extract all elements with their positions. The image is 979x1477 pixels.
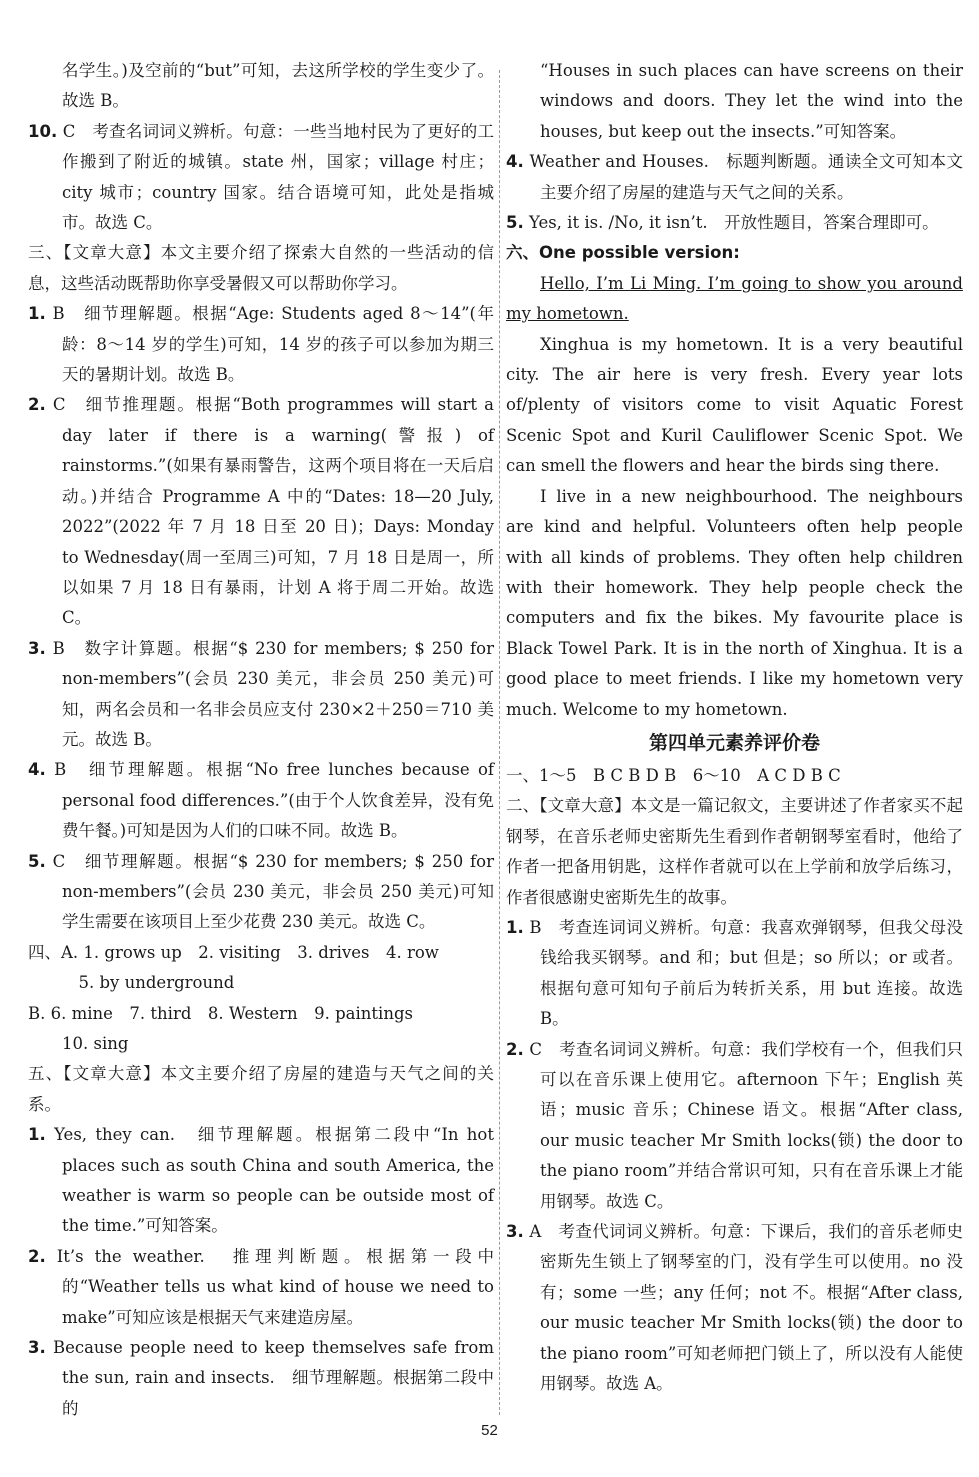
answer-text: B. 6. mine 7. third 8. Western 9. paintings: [28, 1003, 413, 1023]
answer-number: 10.: [28, 121, 58, 141]
answer-text: B 细节理解题。根据“No free lunches because of personal food differences.”(由于个人饮食差异，没有免费午餐。)可知是因为人们的口味不同。故选 B。: [45, 760, 494, 841]
answer-item: [506, 791, 963, 913]
answer-text: 一、1～5 B C B D B 6～10 A C D B C: [506, 765, 841, 785]
answer-text: 四、A. 1. grows up 2. visiting 3. drives 4. row: [28, 942, 439, 962]
answer-number: 2.: [506, 1039, 524, 1059]
answer-item: [28, 634, 494, 756]
answer-number: 5.: [506, 213, 524, 233]
answer-number: 3.: [28, 1338, 46, 1358]
page-number: 52: [481, 1422, 498, 1439]
answer-text: Weather and Houses. 标题判断题。通读全文可知本文主要介绍了房屋的建造与天气之间的关系。: [523, 152, 963, 202]
answer-text: 五、【文章大意】本文主要介绍了房屋的建造与天气之间的关系。: [28, 1064, 494, 1114]
answer-text: “Houses in such places can have screens on their windows and doors. They let the wind into the houses, but keep out the insects.”可知答案。: [540, 61, 963, 141]
answer-text: C 考查名词词义辨析。句意：一些当地村民为了更好的工作搬到了附近的城镇。state 州，国家；village 村庄；city 城市；country 国家。结合语境可知，此处是指城市。故选 C。: [57, 121, 494, 233]
answer-number: 2.: [28, 395, 46, 415]
answer-text: It’s the weather. 推理判断题。根据第一段中的“Weather tells us what kind of house we need to make”可知应该是根据天气来建造房屋。: [45, 1246, 494, 1327]
answer-text: B 考查连词词义辨析。句意：我喜欢弹钢琴，但我父母没钱给我买钢琴。and 和；but 但是；so 所以；or 或者。根据句意可知句子前后为转折关系，用 but 连接。故选 B。: [523, 917, 963, 1029]
answer-text: 二、【文章大意】本文是一篇记叙文，主要讲述了作者家买不起钢琴，在音乐老师史密斯先生看到作者朝钢琴室看时，他给了作者一把备用钥匙，这样作者就可以在上学前和放学后练习，作者很感谢史密斯先生的故事。: [506, 796, 963, 907]
answer-item: [28, 1059, 494, 1120]
answer-text: Because people need to keep themselves safe from the sun, rain and insects. 细节理解题。根据第二段中的: [45, 1338, 494, 1418]
answer-text: 名学生。)及空前的“but”可知，去这所学校的学生变少了。故选 B。: [62, 61, 494, 111]
answer-item: [28, 999, 494, 1029]
answer-text: C 细节理解题。根据“$ 230 for members; $ 250 for non-members”(会员 230 美元，非会员 250 美元)可知学生需要在该项目上至少花费 230 美元。故选 C。: [45, 851, 494, 932]
answer-text: B 细节理解题。根据“Age: Students aged 8～14”(年龄：8～14 岁的学生)可知，14 岁的孩子可以参加为期三天的暑期计划。故选 B。: [45, 304, 494, 385]
section-title: 第四单元素养评价卷: [648, 731, 820, 754]
answer-number: 3.: [28, 638, 46, 658]
answer-item: [28, 238, 494, 299]
right-top-answers: [506, 56, 963, 238]
answer-number: 1.: [506, 917, 524, 937]
answer-item: [28, 1333, 494, 1424]
answer-number: 2.: [28, 1246, 46, 1266]
right-bottom-answers: [506, 761, 963, 1400]
answer-number: 4.: [506, 152, 524, 172]
answer-text: C 考查名词词义辨析。句意：我们学校有一个，但我们只可以在音乐课上使用它。afternoon 下午；English 英语；music 音乐；Chinese 语文。根据“After class, our music teacher Mr Smith locks(锁) the door to the piano room”并结合常识可知，只有在音乐课上才能用钢琴。故选 C。: [523, 1039, 963, 1211]
answer-item: [28, 1120, 494, 1242]
answer-number: 5.: [28, 851, 46, 871]
answer-number: 1.: [28, 1125, 46, 1145]
essay-label: 六、One possible version:: [506, 243, 740, 263]
column-divider: [499, 70, 500, 1415]
answer-item: [506, 56, 963, 147]
answer-item: [28, 390, 494, 633]
left-column: [28, 56, 494, 1424]
answer-number: 4.: [28, 760, 46, 780]
answer-text: B 数字计算题。根据“$ 230 for members; $ 250 for non-members”(会员 230 美元，非会员 250 美元)可知，两名会员和一名非会员应支付 230×2＋250＝710 美元。故选 B。: [45, 638, 494, 749]
essay-title: Hello, I’m Li Ming. I’m going to show you around my hometown.: [506, 273, 963, 324]
answer-text: 5. by underground: [62, 973, 235, 993]
essay-paragraph: Xinghua is my hometown. It is a very beautiful city. The air here is very fresh. Every year lots of/plenty of visitors come to visit Aquatic Forest Scenic Spot and Kuril Cauliflower Scenic Spot. We can smell the flowers and hear the birds sing there.: [506, 334, 963, 476]
answer-item: [28, 1242, 494, 1333]
answer-number: 3.: [506, 1222, 524, 1242]
answer-item: [506, 761, 963, 791]
right-column: [506, 56, 963, 1399]
answer-text: A 考查代词词义辨析。句意：下课后，我们的音乐老师史密斯先生锁上了钢琴室的门，没有学生可以使用。no 没有；some 一些；any 任何；not 不。根据“After class, our music teacher Mr Smith locks(锁) the door to the piano room”可知老师把门锁上了，所以没有人能使用钢琴。故选 A。: [523, 1222, 963, 1394]
answer-item: [28, 56, 494, 117]
answer-item: [28, 938, 494, 968]
answer-item: [28, 968, 494, 998]
answer-item: [506, 1217, 963, 1399]
answer-text: 10. sing: [62, 1034, 129, 1053]
answer-item: [28, 117, 494, 239]
answer-item: [506, 147, 963, 208]
essay-paragraph: I live in a new neighbourhood. The neighbours are kind and helpful. Volunteers often help people with all kinds of problems. They often help children with their homework. They help people check the computers and fix the bikes. My favourite place is Black Towel Park. It is in the north of Xinghua. It is a good place to meet friends. I like my hometown very much. Welcome to my hometown.: [506, 486, 963, 719]
answer-item: [506, 913, 963, 1035]
answer-item: [506, 1035, 963, 1217]
answer-text: Yes, it is. /No, it isn’t. 开放性题目，答案合理即可。: [523, 213, 939, 233]
answer-number: 1.: [28, 304, 46, 324]
answer-text: C 细节推理题。根据“Both programmes will start a day later if there is a warning(警报) of rainstorms.”(如果有暴雨警告，这两个项目将在一天后启动。)并结合 Programme A 中的“Dates: 18—20 July, 2022”(2022 年 7 月 18 日至 20 日)；Days: Monday to Wednesday(周一至周三)可知，7 月 18 日是周一，所以如果 7 月 18 日有暴雨，计划 A 将于周二开始。故选 C。: [45, 395, 494, 628]
answer-item: [28, 299, 494, 390]
answer-text: 三、【文章大意】本文主要介绍了探索大自然的一些活动的信息，这些活动既帮助你享受暑假又可以帮助你学习。: [28, 243, 494, 293]
answer-item: [28, 847, 494, 938]
answer-item: [28, 1029, 494, 1059]
answer-text: Yes, they can. 细节理解题。根据第二段中“In hot places such as south China and south America, the weather is warm so people can be outside most of the time.”可知答案。: [45, 1125, 494, 1236]
answer-item: [28, 755, 494, 846]
answer-item: [506, 208, 963, 238]
